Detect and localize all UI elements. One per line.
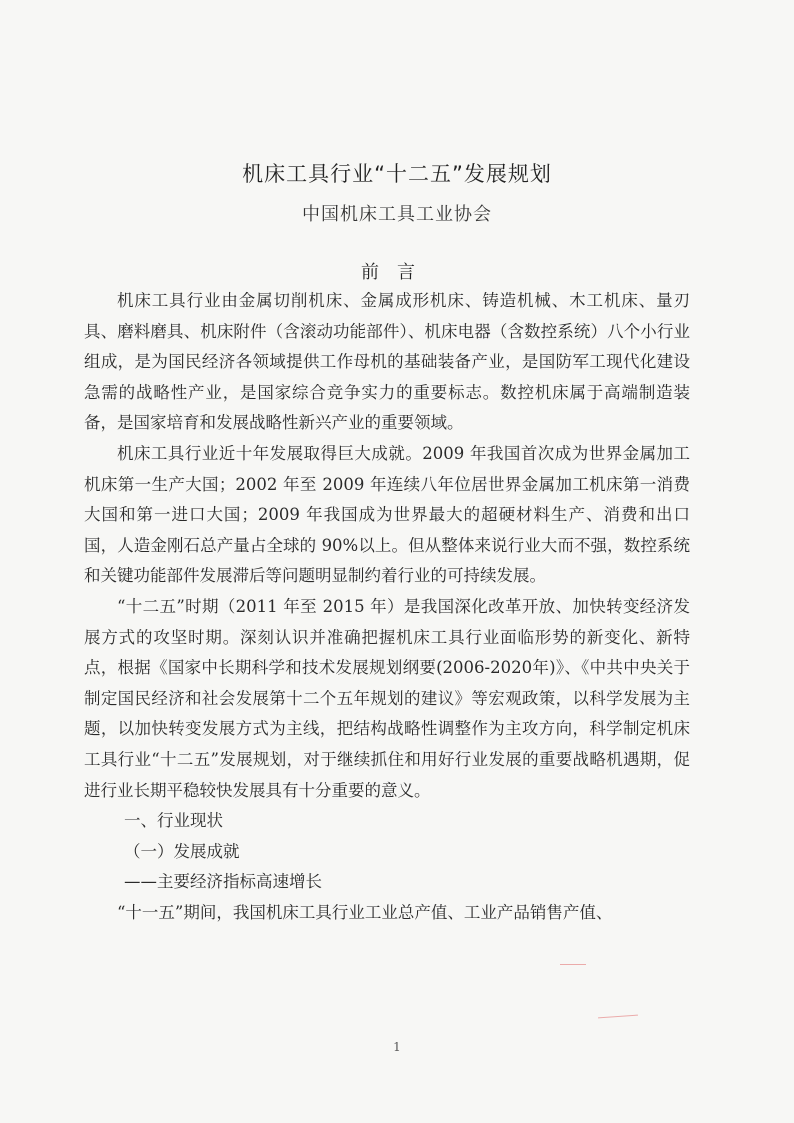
paragraph-2: 机床工具行业近十年发展取得巨大成就。2009 年我国首次成为世界金属加工机床第一生产大国；2002 年至 2009 年连续八年位居世界金属加工机床第一消费大国和第一进口大国；2009 年我国成为世界最大的超硬材料生产、消费和出口国，人造金刚石总产量占全球的 90%以上。但从整体来说行业大而不强，数控系统和关键功能部件发展滞后等问题明显制约着行业的可持续发展。 bbox=[84, 443, 690, 586]
page-number: 1 bbox=[393, 1040, 401, 1054]
document-body bbox=[84, 286, 690, 928]
section-heading-1: 一、行业现状 bbox=[124, 811, 223, 831]
paragraph-1: 机床工具行业由金属切削机床、金属成形机床、铸造机械、木工机床、量刃具、磨料磨具、机床附件（含滚动功能部件）、机床电器（含数控系统）八个小行业组成，是为国民经济各领域提供工作母机的基础装备产业，是国防军工现代化建设急需的战略性产业，是国家综合竞争实力的重要标志。数控机床属于高端制造装备，是国家培育和发展战略性新兴产业的重要领域。 bbox=[84, 291, 690, 433]
paragraph-4: “十一五”期间，我国机床工具行业工业总产值、工业产品销售产值、 bbox=[117, 902, 613, 922]
document-subtitle: 中国机床工具工业协会 bbox=[302, 204, 492, 225]
paragraph-3: “十二五”时期（2011 年至 2015 年）是我国深化改革开放、加快转变经济发展方式的攻坚时期。深刻认识并准确把握机床工具行业面临形势的新变化、新特点，根据《国家中长期科学和技术发展规划纲要(2006-2020年)》、《中共中央关于制定国民经济和社会发展第十二个五年规划的建议》等宏观政策，以科学发展为主题，以加快转变发展方式为主线，把结构战略性调整作为主攻方向，科学制定机床工具行业“十二五”发展规划，对于继续抓住和用好行业发展的重要战略机遇期，促进行业长期平稳较快发展具有十分重要的意义。 bbox=[84, 596, 690, 800]
section-heading-1-1: （一）发展成就 bbox=[124, 841, 240, 861]
preface-heading: 前言 bbox=[361, 262, 433, 283]
subsection-heading: ——主要经济指标高速增长 bbox=[124, 872, 322, 892]
document-title: 机床工具行业“十二五”发展规划 bbox=[242, 162, 552, 186]
scan-red-mark bbox=[598, 1015, 638, 1019]
scan-red-mark bbox=[560, 964, 586, 965]
